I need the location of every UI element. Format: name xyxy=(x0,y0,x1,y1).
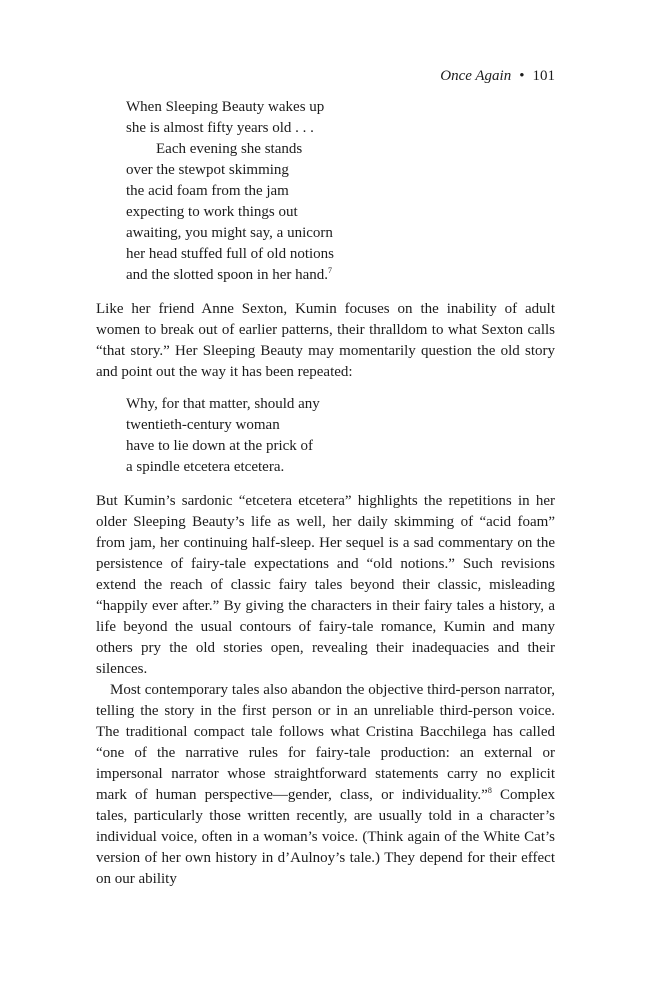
running-head-separator: • xyxy=(519,68,525,84)
verse-line: When Sleeping Beauty wakes up xyxy=(126,99,325,115)
running-head-title: Once Again xyxy=(440,68,512,84)
verse-line: Why, for that matter, should any xyxy=(126,396,320,412)
verse-line: over the stewpot skimming xyxy=(126,162,289,178)
paragraph-3 xyxy=(96,680,555,890)
paragraph-2: But Kumin’s sardonic “etcetera etcetera” highlights the repetitions in her older Sleeping Beauty’s life as well, her daily skimming of “acid foam” from jam, her continuing half-sleep. Her sequel is a sad commentary on the persistence of fairy-tale expectations and “old notions.” Such revisions extend the reach of classic fairy tales beyond their classic, misleading “happily ever after.” By giving the characters in their fairy tales a history, a life beyond the usual contours of fairy-tale romance, Kumin and many others pry the old stories open, revealing their inadequacies and their silences. xyxy=(96,493,555,677)
verse-line-text: and the slotted spoon in her hand. xyxy=(126,267,329,283)
footnote-marker-7: 7 xyxy=(328,266,333,275)
verse-line: her head stuffed full of old notions xyxy=(126,246,335,262)
paragraph-3-text-b: Complex tales, particularly those written recently, are usually told in a character’s individual voice, often in a woman’s voice. (Think again of the White Cat’s version of her own history in d’Aulnoy’s tale.) They depend for their effect on our ability xyxy=(96,787,555,887)
verse-line: awaiting, you might say, a unicorn xyxy=(126,225,333,241)
verse-line xyxy=(126,265,555,286)
running-head xyxy=(96,66,555,86)
page-body xyxy=(96,97,555,890)
page-number: 101 xyxy=(532,68,555,84)
footnote-marker-8: 8 xyxy=(487,786,492,795)
verse-quotation-2 xyxy=(126,394,555,478)
verse-line: have to lie down at the prick of xyxy=(126,438,314,454)
verse-line: Each evening she stands xyxy=(156,141,303,157)
paragraph-3-text-a: Most contemporary tales also abandon the objective third-person narrator, telling the story in the first person or in an unreliable third-person voice. The traditional compact tale follows what Cristina Bacchilega has called “one of the narrative rules for fairy-tale production: an external or impersonal narrator whose straightforward statements carry no explicit mark of human perspective—gender, class, or individuality.” xyxy=(96,682,555,803)
paragraph-1: Like her friend Anne Sexton, Kumin focuses on the inability of adult women to break out of earlier patterns, their thralldom to what Sexton calls “that story.” Her Sleeping Beauty may momentarily question the old story and point out the way it has been repeated: xyxy=(96,301,555,380)
verse-line: twentieth-century woman xyxy=(126,417,280,433)
verse-quotation-1 xyxy=(126,97,555,286)
verse-line: she is almost fifty years old . . . xyxy=(126,120,314,136)
verse-line: a spindle etcetera etcetera. xyxy=(126,459,285,475)
verse-line: the acid foam from the jam xyxy=(126,183,289,199)
verse-line: expecting to work things out xyxy=(126,204,298,220)
